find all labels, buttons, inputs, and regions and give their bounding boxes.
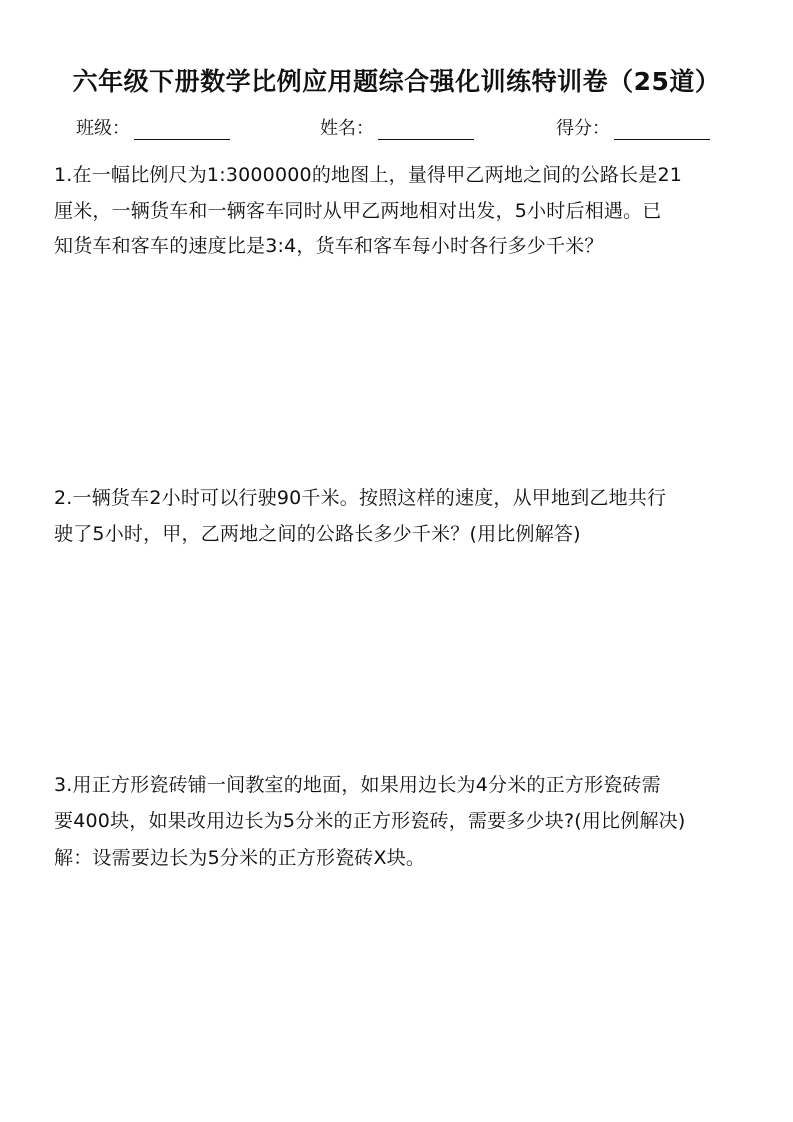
score-blank bbox=[614, 121, 710, 140]
class-label: 班级： bbox=[76, 118, 130, 139]
score-field bbox=[556, 114, 710, 140]
name-field bbox=[320, 114, 474, 140]
question-line: 3.用正方形瓷砖铺一间教室的地面，如果用边长为4分米的正方形瓷砖需 bbox=[54, 774, 661, 796]
question-line: 厘米，一辆货车和一辆客车同时从甲乙两地相对出发，5小时后相遇。已 bbox=[54, 200, 662, 222]
class-field bbox=[76, 114, 230, 140]
question-line: 2.一辆货车2小时可以行驶90千米。按照这样的速度，从甲地到乙地共行 bbox=[54, 487, 667, 509]
answer-line: 解：设需要边长为5分米的正方形瓷砖X块。 bbox=[54, 847, 426, 869]
name-blank bbox=[378, 121, 474, 140]
name-label: 姓名： bbox=[320, 118, 374, 139]
score-label: 得分： bbox=[556, 118, 610, 139]
question-line: 知货车和客车的速度比是3:4，货车和客车每小时各行多少千米？ bbox=[54, 235, 604, 257]
page-title: 六年级下册数学比例应用题综合强化训练特训卷（25道） bbox=[72, 67, 721, 96]
question-line: 1.在一幅比例尺为1:3000000的地图上，量得甲乙两地之间的公路长是21 bbox=[54, 164, 683, 186]
question-line: 驶了5小时，甲，乙两地之间的公路长多少千米？(用比例解答) bbox=[54, 523, 581, 545]
class-blank bbox=[134, 121, 230, 140]
question-line: 要400块，如果改用边长为5分米的正方形瓷砖，需要多少块?(用比例解决) bbox=[54, 810, 686, 832]
